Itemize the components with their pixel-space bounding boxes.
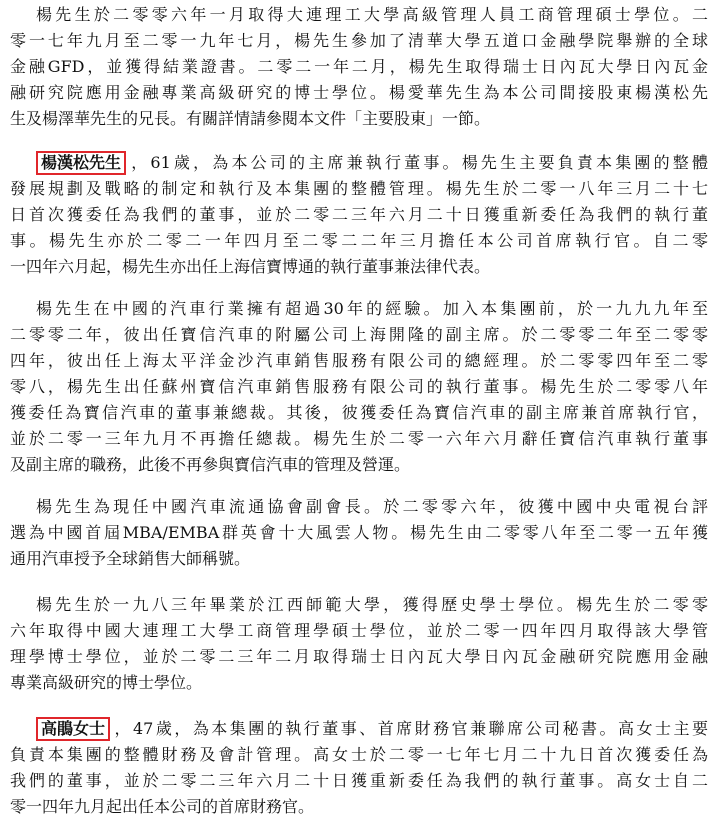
text-line: 事。楊先生亦於二零二一年四月至二零二二年三月擔任本公司首席執行官。自二零 — [10, 231, 708, 250]
text-line — [10, 716, 708, 742]
text-line: 理學博士學位，並於二零二三年二月取得瑞士日內瓦大學日內瓦金融研究院應用金融 — [10, 647, 708, 666]
text-line: 零八，楊先生出任蘇州寶信汽車銷售服務有限公司的執行董事。楊先生於二零零八年 — [10, 377, 708, 396]
text-line: 發展規劃及戰略的制定和執行及本集團的整體管理。楊先生於二零一八年三月二十七 — [10, 179, 708, 198]
text-line: 生及楊澤華先生的兄長。有關詳情請參閱本文件「主要股東」一節。 — [10, 109, 491, 128]
text-line: 楊先生為現任中國汽車流通協會副會長。於二零零六年，彼獲中國中央電視台評 — [36, 497, 708, 516]
director-name-highlight: 楊漢松先生 — [36, 151, 126, 175]
text-line: 金融GFD，並獲得結業證書。二零二一年二月，楊先生取得瑞士日內瓦大學日內瓦金 — [10, 57, 708, 76]
text-line: 零一四年九月起出任本公司的首席財務官。 — [10, 797, 315, 816]
text-line: 楊先生於二零零六年一月取得大連理工大學高級管理人員工商管理碩士學位。二 — [36, 5, 708, 24]
text-line: 通用汽車授予全球銷售大師稱號。 — [10, 549, 251, 568]
text-line: 楊先生於一九八三年畢業於江西師範大學，獲得歷史學士學位。楊先生於二零零 — [36, 595, 708, 614]
text-line: 六年取得中國大連理工大學工商管理學碩士學位，並於二零一四年四月取得該大學管 — [10, 621, 708, 640]
paragraph-education — [10, 2, 708, 132]
text-line: 我們的董事，並於二零二三年六月二十日獲重新委任為我們的執行董事。高女士自二 — [10, 771, 708, 790]
text-line: 四年，彼出任上海太平洋金沙汽車銷售服務有限公司的總經理。於二零零四年至二零 — [10, 351, 708, 370]
text-line: 並於二零一三年九月不再擔任總裁。楊先生於二零一六年六月辭任寶信汽車執行董事 — [10, 429, 708, 448]
paragraph-director-yang — [10, 150, 708, 280]
text-line: 及副主席的職務，此後不再參與寶信汽車的管理及營運。 — [10, 455, 411, 474]
text-line: 負責本集團的整體財務及會計管理。高女士於二零一七年七月二十九日首次獲委任為 — [10, 745, 708, 764]
text-line: 楊先生在中國的汽車行業擁有超過30年的經驗。加入本集團前，於一九九九年至 — [36, 299, 708, 318]
text-fragment: ，47歲，為本集團的執行董事、首席財務官兼聯席公司秘書。高女士主要 — [112, 719, 708, 738]
text-line: 選為中國首屆MBA/EMBA群英會十大風雲人物。楊先生由二零零八年至二零一五年獲 — [10, 523, 708, 542]
text-line: 二零零二年，彼出任寶信汽車的附屬公司上海開隆的副主席。於二零零二年至二零零 — [10, 325, 708, 344]
paragraph-experience — [10, 296, 708, 478]
paragraph-graduation — [10, 592, 708, 696]
text-line: 獲委任為寶信汽車的董事兼總裁。其後，彼獲委任為寶信汽車的副主席兼首席執行官， — [10, 403, 708, 422]
text-line: 融研究院應用金融專業高級研究的博士學位。楊愛華先生為本公司間接股東楊漢松先 — [10, 83, 708, 102]
director-name-highlight: 高鵑女士 — [36, 717, 110, 741]
paragraph-director-gao — [10, 716, 708, 820]
paragraph-association — [10, 494, 708, 572]
text-line — [10, 150, 708, 176]
text-line: 日首次獲委任為我們的董事，並於二零二三年六月二十日獲重新委任為我們的執行董 — [10, 205, 708, 224]
text-line: 一四年六月起，楊先生亦出任上海信寶博通的執行董事兼法律代表。 — [10, 257, 491, 276]
text-fragment: ，61歲，為本公司的主席兼執行董事。楊先生主要負責本集團的整體 — [128, 153, 708, 172]
text-line: 專業高級研究的博士學位。 — [10, 673, 203, 692]
text-line: 零一七年九月至二零一九年七月，楊先生參加了清華大學五道口金融學院舉辦的全球 — [10, 31, 708, 50]
